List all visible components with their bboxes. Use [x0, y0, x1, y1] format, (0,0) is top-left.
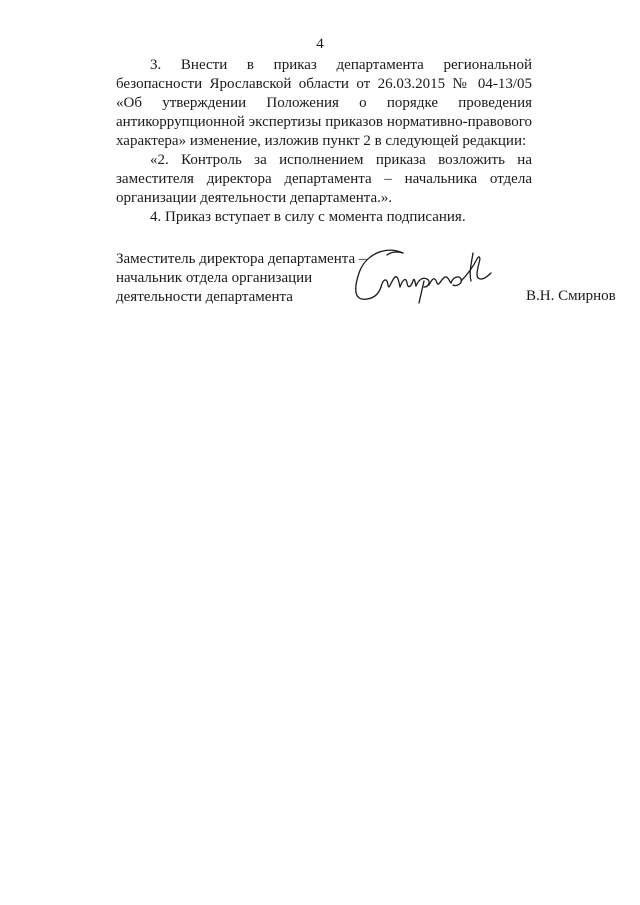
paragraph-item-3: 3. Внести в приказ департамента региональной безопасности Ярославской области от 26.03.2015 № 04-13/05 «Об утверждении Положения о порядке проведения антикоррупционной экспертизы приказов нормативно-правового характера» изменение, изложив пункт 2 в следующей редакции:: [116, 57, 532, 149]
handwritten-signature-icon: [345, 243, 525, 318]
document-body: [116, 56, 532, 227]
signatory-position-line: Заместитель директора департамента –: [116, 251, 367, 267]
signatory-position: [116, 250, 366, 307]
signatory-name: В.Н. Смирнов: [526, 288, 616, 304]
signatory-position-line: начальник отдела организации: [116, 270, 313, 286]
signatory-position-line: деятельности департамента: [116, 289, 293, 305]
paragraph-item-4: 4. Приказ вступает в силу с момента подписания.: [150, 209, 466, 225]
paragraph-quoted-point-2: «2. Контроль за исполнением приказа возложить на заместителя директора департамента – начальника отдела организации деятельности департамента.».: [116, 152, 532, 206]
page-number: 4: [316, 36, 324, 52]
